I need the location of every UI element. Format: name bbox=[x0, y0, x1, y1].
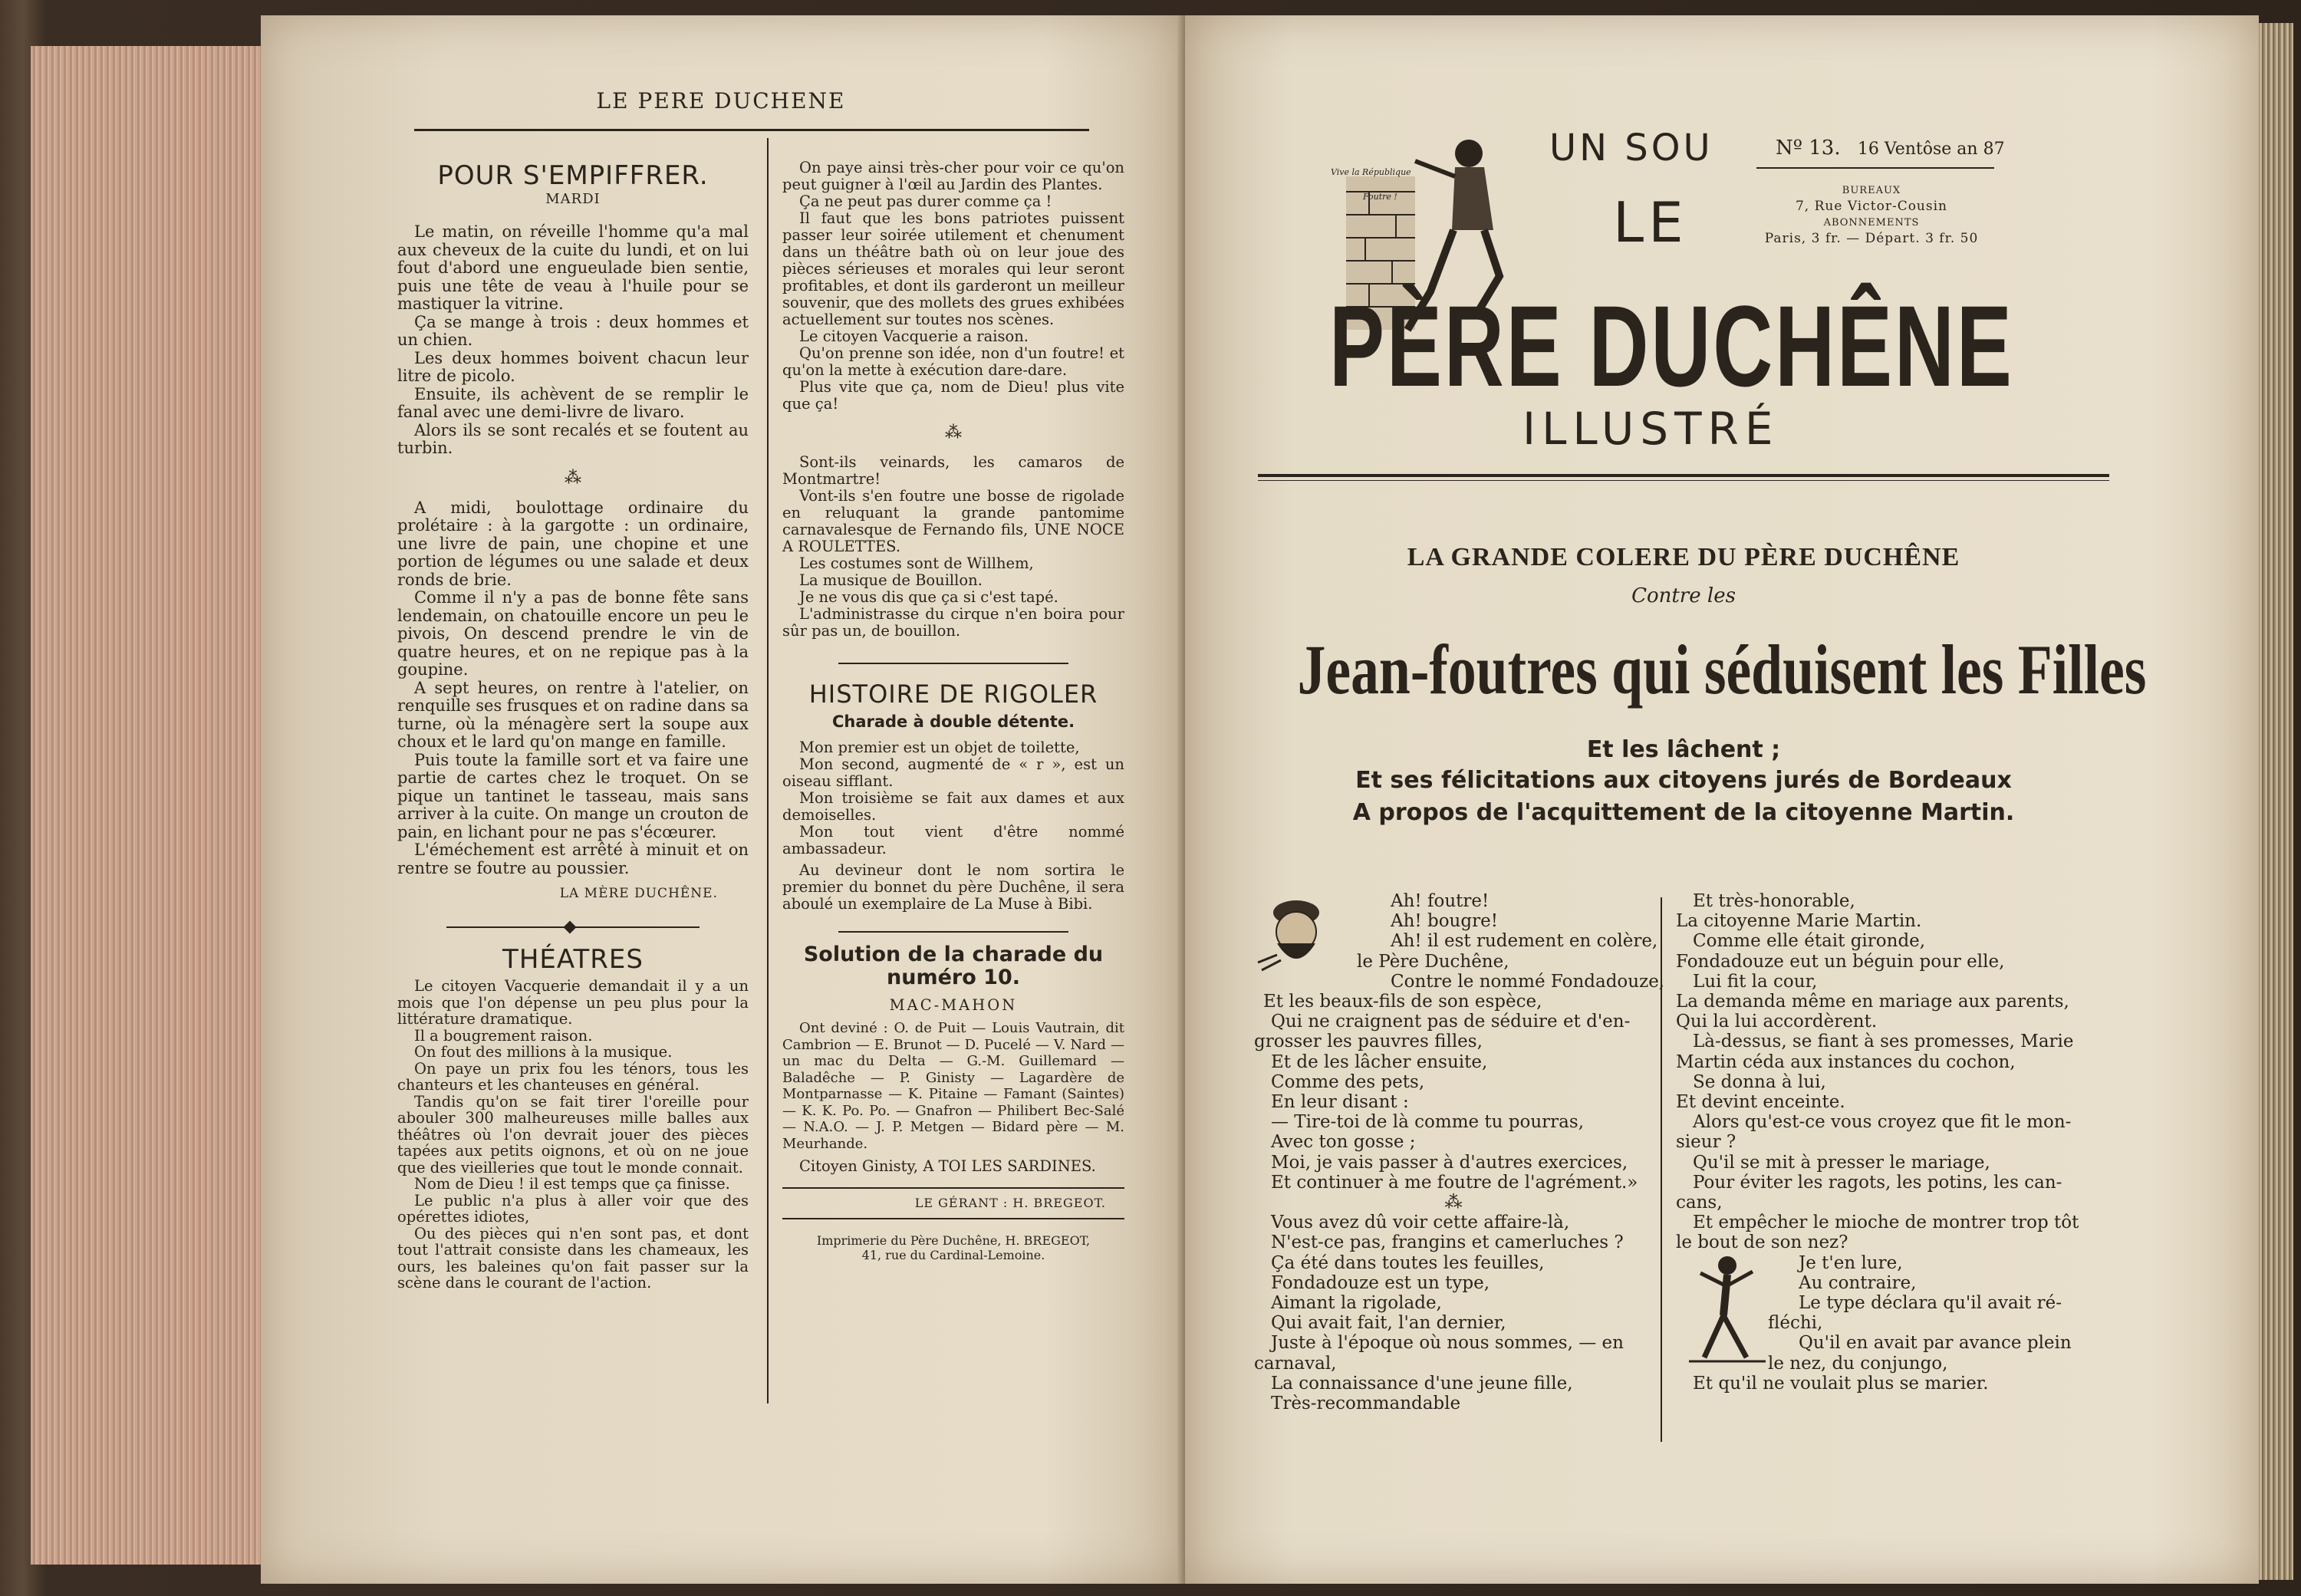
charade-title: Charade à double détente. bbox=[831, 712, 1075, 731]
vignette-caption-2: Foutre ! bbox=[1363, 192, 1397, 202]
header-rule bbox=[414, 129, 1089, 131]
subhead-3: A propos de l'acquittement de la citoyenne Martin. bbox=[1352, 799, 2015, 826]
poem-line: Pour éviter les ragots, les potins, les can- bbox=[1693, 1172, 2062, 1193]
poem-line: Au contraire, bbox=[1799, 1272, 1917, 1293]
bureaux-label: BUREAUX bbox=[1842, 185, 1901, 196]
poem-line: Et les beaux-fils de son espèce, bbox=[1263, 992, 1542, 1012]
poem-line: Se donna à lui, bbox=[1693, 1071, 1826, 1092]
poem-line: Qui la lui accordèrent. bbox=[1676, 1012, 1878, 1032]
poem-line: Avec ton gosse ; bbox=[1271, 1132, 1416, 1153]
poem-line: Comme elle était gironde, bbox=[1693, 931, 1926, 952]
masthead-rule bbox=[1258, 474, 2109, 477]
paragraph: On paye un prix fou les ténors, tous les chanteurs et les chanteuses en général. bbox=[397, 1059, 749, 1094]
asterism: ⁂ bbox=[565, 468, 581, 488]
vignette-caption-1: Vive la République bbox=[1331, 167, 1411, 177]
solution-text: Ont deviné : O. de Puit — Louis Vautrain, dit Cambrion — E. Brunot — D. Pucelé — V. Nard — un mac du Delta — G.-M. Guillemard — Baladêche — P. Ginisty — Lagardère de Montparnasse — K. Pitaine — Famant (Saintes) — K. K. Po. Po. — Gnafron — Philibert Bec-Salé — N.A.O. — J. P. Metgen — Bidard père — M. Meurhande. bbox=[782, 1020, 1124, 1152]
poem-line: N'est-ce pas, frangins et camerluches ? bbox=[1271, 1232, 1624, 1253]
poem-line: Comme des pets, bbox=[1271, 1071, 1425, 1092]
poem-line: Juste à l'époque où nous sommes, — en bbox=[1271, 1333, 1624, 1354]
poem-line: Aimant la rigolade, bbox=[1271, 1293, 1442, 1314]
pour-title: POUR S'EMPIFFRER. bbox=[437, 160, 709, 191]
poem-line: Très-recommandable bbox=[1271, 1394, 1461, 1414]
paragraph: Les deux hommes boivent chacun leur litre de picolo. bbox=[397, 348, 749, 385]
poem-right bbox=[1676, 891, 2105, 1394]
poem-line: le bout de son nez? bbox=[1676, 1232, 1848, 1253]
column-rule bbox=[767, 138, 769, 1403]
poem-line: — Tire-toi de là comme tu pourras, bbox=[1271, 1112, 1585, 1133]
solution-title: Solution de la charade du numéro 10. bbox=[803, 943, 1104, 989]
contre-les: Contre les bbox=[1631, 584, 1736, 607]
subhead-1: Et les lâchent ; bbox=[1586, 736, 1781, 763]
poem-line: Qui avait fait, l'an dernier, bbox=[1271, 1313, 1506, 1334]
poem-line: Qu'il se mit à presser le mariage, bbox=[1693, 1152, 1990, 1173]
poem-line: Qu'il en avait par avance plein bbox=[1799, 1333, 2072, 1354]
poem-line: La connaissance d'une jeune fille, bbox=[1271, 1373, 1573, 1394]
right-page bbox=[1185, 15, 2259, 1584]
paragraph: Sont-ils veinards, les camaros de Montmartre! bbox=[782, 453, 1124, 488]
section-rule bbox=[838, 663, 1068, 664]
paragraph: Nom de Dieu ! il est temps que ça finisse. bbox=[414, 1175, 730, 1193]
poem-line: Ah! bougre! bbox=[1391, 911, 1498, 932]
headline-main: Jean-foutres qui séduisent les Filles bbox=[1297, 630, 2147, 709]
masthead-illustre: ILLUSTRÉ bbox=[1522, 403, 1779, 455]
bureaux-address: 7, Rue Victor-Cousin bbox=[1795, 199, 1947, 214]
paragraph: Ensuite, ils achèvent de se remplir le fanal avec une demi-livre de livaro. bbox=[397, 384, 749, 421]
paragraph: Mon tout vient d'être nommé ambassadeur. bbox=[782, 823, 1124, 857]
issue-line bbox=[1776, 137, 2005, 160]
paragraph: A sept heures, on rentre à l'atelier, on renquille ses frusques et on radine dans sa turne, où la ménagère sert la soupe aux choux et le lard qu'on mange en famille. bbox=[397, 678, 749, 751]
paragraph: Ça ne peut pas durer comme ça ! bbox=[799, 193, 1052, 210]
masthead-un-sou: UN SOU bbox=[1549, 127, 1713, 169]
poem-line: Fondadouze est un type, bbox=[1271, 1272, 1490, 1293]
paragraph: Il a bougrement raison. bbox=[414, 1026, 593, 1045]
paragraph: Tandis qu'on se fait tirer l'oreille pour abouler 300 malheureuses mille balles aux théâtres où l'on devrait jouer des pièces tapées aux petits oignons, et où on ne joue que des vieilleries que tout le monde connait. bbox=[397, 1092, 749, 1176]
poem-line: Je t'en lure, bbox=[1799, 1252, 1903, 1273]
poem-line: Là-dessus, se fiant à ses promesses, Marie bbox=[1693, 1032, 2074, 1052]
ornament-rule bbox=[446, 926, 700, 928]
paragraph: L'éméchement est arrêté à minuit et on rentre se foutre au poussier. bbox=[397, 841, 749, 877]
paragraph: On fout des millions à la musique. bbox=[414, 1043, 673, 1061]
poem-line: La citoyenne Marie Martin. bbox=[1676, 911, 1922, 932]
poem-line: Le type déclara qu'il avait ré- bbox=[1799, 1293, 2062, 1314]
issue-number: Nº 13. bbox=[1776, 137, 1841, 160]
bureaux-block bbox=[1756, 183, 1987, 247]
pour-day: MARDI bbox=[545, 190, 601, 207]
poem-line: cans, bbox=[1676, 1193, 1723, 1213]
poem-line: Vous avez dû voir cette affaire-là, bbox=[1271, 1213, 1570, 1233]
left-page bbox=[261, 15, 1181, 1584]
paragraph: Je ne vous dis que ça si c'est tapé. bbox=[799, 588, 1058, 606]
paragraph: Ça se mange à trois : deux hommes et un chien. bbox=[397, 312, 749, 349]
poem-line: Alors qu'est-ce vous croyez que fit le mon- bbox=[1693, 1112, 2072, 1133]
poem-line: grosser les pauvres filles, bbox=[1254, 1032, 1483, 1052]
citoyen-line: Citoyen Ginisty, A TOI LES SARDINES. bbox=[799, 1157, 1096, 1175]
masthead-le: LE bbox=[1613, 190, 1688, 255]
poem-line: Ah! il est rudement en colère, bbox=[1391, 931, 1658, 952]
poem-line: Et devint enceinte. bbox=[1676, 1092, 1845, 1113]
paragraph: Alors ils se sont recalés et se foutent au turbin. bbox=[397, 420, 749, 457]
poem-line: Martin céda aux instances du cochon, bbox=[1676, 1051, 2016, 1072]
headline-top: LA GRANDE COLERE DU PÈRE DUCHÊNE bbox=[1407, 543, 1960, 571]
imprimerie-1: Imprimerie du Père Duchêne, H. BREGEOT, bbox=[816, 1233, 1091, 1248]
paragraph: Au devineur dont le nom sortira le premier du bonnet du père Duchêne, il sera aboulé un exemplaire de La Muse à Bibi. bbox=[782, 861, 1124, 913]
signature: LA MÈRE DUCHÊNE. bbox=[559, 886, 718, 901]
poem-line: Moi, je vais passer à d'autres exercices, bbox=[1271, 1152, 1628, 1173]
paragraph: On paye ainsi très-cher pour voir ce qu'on peut guigner à l'œil au Jardin des Plantes. bbox=[782, 159, 1124, 193]
theatres-title: THÉATRES bbox=[502, 943, 644, 975]
paragraph: Plus vite que ça, nom de Dieu! plus vite que ça! bbox=[782, 378, 1124, 413]
poem-line: La demanda même en mariage aux parents, bbox=[1676, 992, 2069, 1012]
poem-line: ⁂ bbox=[1444, 1193, 1463, 1213]
paragraph: Puis toute la famille sort et va faire une partie de cartes chez le troquet. On se pique un tantinet le tasseau, mais sans arriver à la cuite. On mange un crouton de pain, en lichant pour ne pas s'écœurer. bbox=[397, 750, 749, 841]
poem-line: Et très-honorable, bbox=[1693, 891, 1855, 911]
paragraph: Mon premier est un objet de toilette, bbox=[799, 739, 1080, 756]
paragraph: Les costumes sont de Willhem, bbox=[799, 554, 1034, 572]
issue-date: 16 Ventôse an 87 bbox=[1857, 140, 2005, 159]
paragraph: Vont-ils s'en foutre une bosse de rigolade en reluquant la grande pantomime carnavalesque de Fernando fils, UNE NOCE A ROULETTES. bbox=[782, 487, 1124, 555]
paragraph: L'administrasse du cirque n'en boira pour sûr pas un, de bouillon. bbox=[782, 605, 1124, 640]
poem-line: Lui fit la cour, bbox=[1693, 971, 1818, 992]
poem-line: Et qu'il ne voulait plus se marier. bbox=[1693, 1373, 1989, 1394]
paragraph: Ou des pièces qui n'en sont pas, et dont tout l'attrait consiste dans les chameaux, les ours, les baleines qu'on fait passer sur la scène dans le courant de l'action. bbox=[397, 1224, 749, 1292]
paragraph: Le citoyen Vacquerie a raison. bbox=[799, 327, 1029, 345]
paragraph: A midi, boulottage ordinaire du prolétaire : à la gargotte : un ordinaire, une livre de pain, une chopine et une portion de légumes ou une salade et deux ronds de brie. bbox=[397, 498, 749, 589]
section-rule bbox=[838, 931, 1068, 933]
histoire-title: HISTOIRE DE RIGOLER bbox=[808, 680, 1098, 709]
poem-line: Et continuer à me foutre de l'agrément.» bbox=[1271, 1172, 1638, 1193]
paragraph: Mon troisième se fait aux dames et aux demoiselles. bbox=[782, 789, 1124, 824]
poem-left bbox=[1254, 891, 1665, 1414]
gerant: LE GÉRANT : H. BREGEOT. bbox=[782, 1187, 1124, 1219]
poem-line: fléchi, bbox=[1768, 1313, 1823, 1334]
issue-rule bbox=[1756, 167, 1994, 169]
poem-line: Ça été dans toutes les feuilles, bbox=[1271, 1252, 1545, 1273]
masthead-rule-thin bbox=[1258, 480, 2109, 481]
masthead-title: PÈRE DUCHÊNE bbox=[1329, 281, 2014, 410]
paragraph: La musique de Bouillon. bbox=[799, 571, 983, 589]
poem-line: Ah! foutre! bbox=[1391, 891, 1490, 911]
poem-line: Contre le nommé Fondadouze, bbox=[1391, 971, 1665, 992]
abonnements-prices: Paris, 3 fr. — Départ. 3 fr. 50 bbox=[1764, 231, 1979, 246]
solution-answer: MAC-MAHON bbox=[889, 996, 1018, 1014]
abonnements-label: ABONNEMENTS bbox=[1823, 217, 1920, 229]
poem-line: sieur ? bbox=[1676, 1132, 1736, 1153]
poem-line: Et de les lâcher ensuite, bbox=[1271, 1051, 1488, 1072]
poem-line: En leur disant : bbox=[1271, 1092, 1409, 1113]
paragraph: Comme il n'y a pas de bonne fête sans lendemain, on chatouille encore un peu le pivois, On descend prendre le vin de quatre heures, et on ne repique pas à la goupine. bbox=[397, 588, 749, 679]
poem-line: le nez, du conjungo, bbox=[1768, 1353, 1948, 1374]
poem-line: Fondadouze eut un béguin pour elle, bbox=[1676, 951, 2005, 972]
poem-line: carnaval, bbox=[1254, 1353, 1337, 1374]
poem-line: le Père Duchêne, bbox=[1357, 951, 1509, 972]
paragraph: Le citoyen Vacquerie demandait il y a un mois que l'on dépense un peu plus pour la littérature dramatique. bbox=[397, 977, 749, 1028]
running-head: LE PERE DUCHENE bbox=[596, 88, 846, 114]
column-1 bbox=[397, 153, 749, 1292]
column-2 bbox=[782, 160, 1124, 1262]
poem-line: Et empêcher le mioche de montrer trop tôt bbox=[1693, 1213, 2079, 1233]
paragraph: Le matin, on réveille l'homme qu'a mal aux cheveux de la cuite du lundi, et on lui fout d'abord une engueulade bien sentie, puis une tête de veau à l'huile pour se mastiquer la vitrine. bbox=[397, 222, 749, 313]
page-edges-left bbox=[31, 46, 276, 1565]
paragraph: Le public n'a plus à aller voir que des opérettes idiotes, bbox=[397, 1191, 749, 1226]
poem-line: Qui ne craignent pas de séduire et d'en- bbox=[1271, 1012, 1631, 1032]
paragraph: Il faut que les bons patriotes puissent passer leur soirée utilement et chenument dans un théâtre bath où on leur joue des pièces sérieuses et morales qui leur seront profitables, et dont ils garderont un meilleur souvenir, que des mollets des grues exhibées actuellement sur toutes nos scènes. bbox=[782, 209, 1124, 328]
paragraph: Mon second, augmenté de « r », est un oiseau sifflant. bbox=[782, 755, 1124, 790]
asterism: ⁂ bbox=[945, 423, 962, 443]
imprimerie-2: 41, rue du Cardinal-Lemoine. bbox=[861, 1248, 1045, 1262]
subhead-2: Et ses félicitations aux citoyens jurés de Bordeaux bbox=[1355, 767, 2012, 794]
paragraph: Qu'on prenne son idée, non d'un foutre! et qu'on la mette à exécution dare-dare. bbox=[782, 344, 1124, 379]
